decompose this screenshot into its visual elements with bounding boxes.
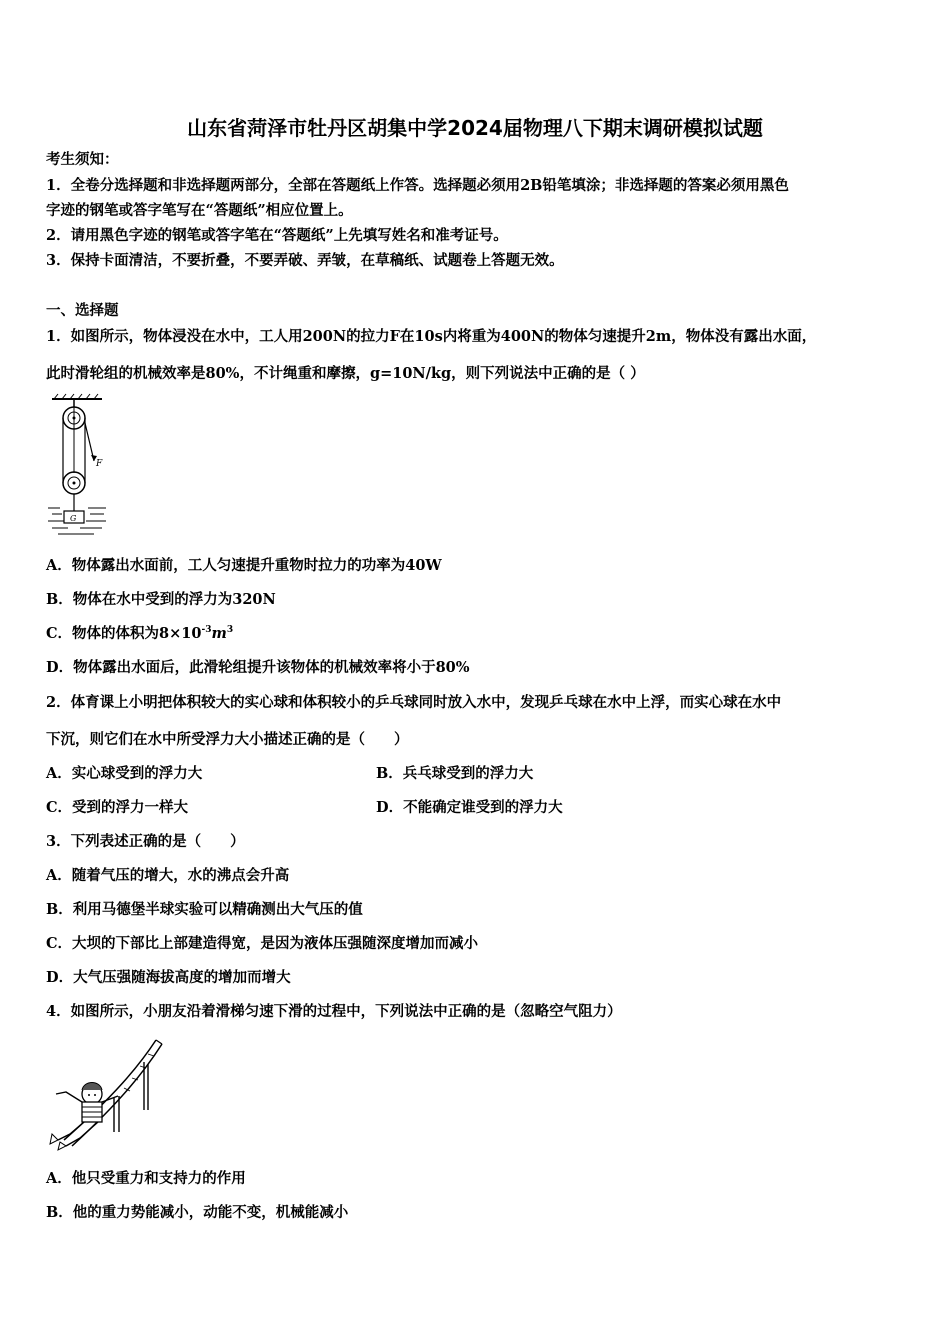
- q2-option-c: C．受到的浮力一样大: [46, 799, 189, 816]
- slide-child-figure: [44, 1036, 168, 1154]
- q3-option-b: B．利用马德堡半球实验可以精确测出大气压的值: [46, 901, 363, 918]
- q3-option-d: D．大气压强随海拔高度的增加而增大: [46, 969, 291, 986]
- notice-heading: 考生须知：: [46, 151, 119, 168]
- q3-option-a: A．随着气压的增大，水的沸点会升高: [46, 867, 290, 884]
- slide-rail: [64, 1040, 156, 1140]
- q2-option-d: D．不能确定谁受到的浮力大: [376, 799, 563, 816]
- object-label: G: [70, 514, 77, 523]
- notice-item: 2．请用黑色字迹的钢笔或答字笔在“答题纸”上先填写姓名和准考证号。: [46, 227, 508, 244]
- q4-option-a: A．他只受重力和支持力的作用: [46, 1170, 246, 1187]
- q3-option-c: C．大坝的下部比上部建造得宽，是因为液体压强随深度增加而减小: [46, 935, 479, 952]
- q1-option-c: C．物体的体积为$8\times 10^{-3}m^3$: [46, 625, 234, 642]
- q1-option-a: A．物体露出水面前，工人匀速提升重物时拉力的功率为40W: [46, 557, 442, 574]
- force-label: F: [96, 459, 103, 469]
- child-arm: [56, 1092, 82, 1102]
- section-heading: 一、选择题: [46, 302, 119, 319]
- q1-stem-line1: 1．如图所示，物体浸没在水中，工人用200N的拉力F在10s内将重为400N的物体匀速提升2m，物体没有露出水面，: [46, 328, 817, 345]
- q2-stem-line2: 下沉，则它们在水中所受浮力大小描述正确的是（ ）: [46, 731, 409, 748]
- q1-stem-line2: 此时滑轮组的机械效率是80%，不计绳重和摩擦，g=10N/kg，则下列说法中正确的是（ ）: [46, 365, 645, 382]
- page-title: 山东省菏泽市牡丹区胡集中学2024届物理八下期末调研模拟试题: [187, 116, 763, 140]
- q2-option-a: A．实心球受到的浮力大: [46, 765, 203, 782]
- q2-stem-line1: 2．体育课上小明把体积较大的实心球和体积较小的乒乓球同时放入水中，发现乒乓球在水中上浮，而实心球在水中: [46, 694, 782, 711]
- q3-stem: 3．下列表述正确的是（ ）: [46, 833, 245, 850]
- q2-option-b: B．兵乓球受到的浮力大: [376, 765, 534, 782]
- q1-option-b: B．物体在水中受到的浮力为320N: [46, 591, 276, 608]
- notice-item: 3．保持卡面清洁，不要折叠，不要弄破、弄皱，在草稿纸、试题卷上答题无效。: [46, 252, 564, 269]
- q4-option-b: B．他的重力势能减小，动能不变，机械能减小: [46, 1204, 349, 1221]
- notice-item: 1．全卷分选择题和非选择题两部分，全部在答题纸上作答。选择题必须用2B铅笔填涂；非选择题的答案必须用黑色: [46, 177, 789, 194]
- q4-stem: 4．如图所示，小朋友沿着滑梯匀速下滑的过程中，下列说法中正确的是（忽略空气阻力）: [46, 1003, 622, 1020]
- slide-shading: [124, 1054, 154, 1091]
- pulley-system-figure: [44, 393, 116, 543]
- notice-item: 字迹的钢笔或答字笔写在“答题纸”相应位置上。: [46, 202, 353, 219]
- q1-option-d: D．物体露出水面后，此滑轮组提升该物体的机械效率将小于80%: [46, 659, 470, 676]
